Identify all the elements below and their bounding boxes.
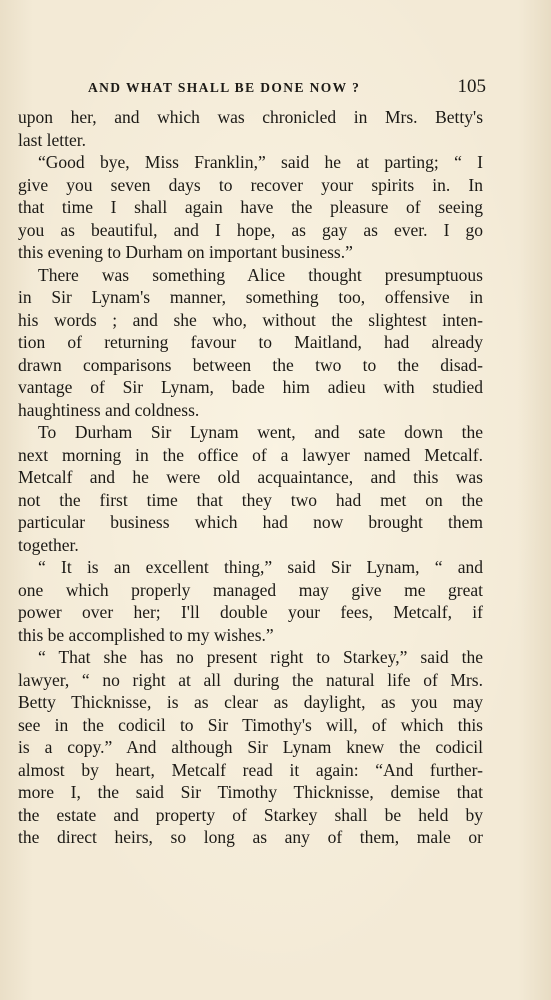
text-line: see in the codicil to Sir Timothy's will, of which this	[18, 714, 483, 735]
text-line: the direct heirs, so long as any of them, male or	[18, 827, 483, 847]
text-line: drawn comparisons between the two to the disad-	[18, 354, 483, 375]
text-line: “ That she has no present right to Starkey,” said the	[38, 647, 483, 667]
text-line: tion of returning favour to Maitland, had already	[18, 332, 483, 352]
text-line: lawyer, “ no right at all during the natural life of Mrs.	[18, 669, 483, 690]
text-line: vantage of Sir Lynam, bade him adieu with studied	[18, 377, 483, 397]
text-line: this evening to Durham on important business.”	[18, 242, 353, 262]
text-line: one which properly managed may give me great	[18, 579, 483, 600]
text-line: not the first time that they two had met on the	[18, 489, 483, 510]
text-line: almost by heart, Metcalf read it again: “And further-	[18, 759, 483, 780]
text-line: “ It is an excellent thing,” said Sir Lynam, “ and	[38, 557, 483, 577]
text-line: There was something Alice thought presumptuous	[38, 264, 483, 285]
text-line: is a copy.” And although Sir Lynam knew the codicil	[18, 737, 483, 757]
text-line: that time I shall again have the pleasure of seeing	[18, 197, 483, 217]
text-line: more I, the said Sir Timothy Thicknisse, demise that	[18, 782, 483, 802]
running-title: AND WHAT SHALL BE DONE NOW ?	[88, 80, 361, 95]
text-line: “Good bye, Miss Franklin,” said he at parting; “ I	[38, 152, 483, 172]
text-line: next morning in the office of a lawyer named Metcalf.	[18, 444, 483, 465]
text-line: Betty Thicknisse, is as clear as daylight, as you may	[18, 692, 483, 712]
text-line: this be accomplished to my wishes.”	[18, 624, 274, 645]
text-line: his words ; and she who, without the slightest inten-	[18, 309, 483, 330]
text-line: To Durham Sir Lynam went, and sate down the	[38, 422, 483, 442]
running-head	[88, 76, 486, 100]
text-line: power over her; I'll double your fees, Metcalf, if	[18, 602, 483, 622]
text-line: the estate and property of Starkey shall be held by	[18, 804, 483, 825]
text-line: Metcalf and he were old acquaintance, and this was	[18, 467, 483, 487]
text-line: particular business which had now brought them	[18, 512, 483, 532]
text-line: in Sir Lynam's manner, something too, offensive in	[18, 287, 483, 307]
text-line: upon her, and which was chronicled in Mrs. Betty's	[18, 107, 483, 127]
text-line: give you seven days to recover your spirits in. In	[18, 174, 483, 195]
body-text	[18, 106, 483, 849]
text-line: haughtiness and coldness.	[18, 399, 200, 420]
text-line: you as beautiful, and I hope, as gay as ever. I go	[18, 219, 483, 240]
text-line: last letter.	[18, 129, 87, 150]
text-line: together.	[18, 534, 79, 555]
page-number: 105	[457, 76, 486, 97]
